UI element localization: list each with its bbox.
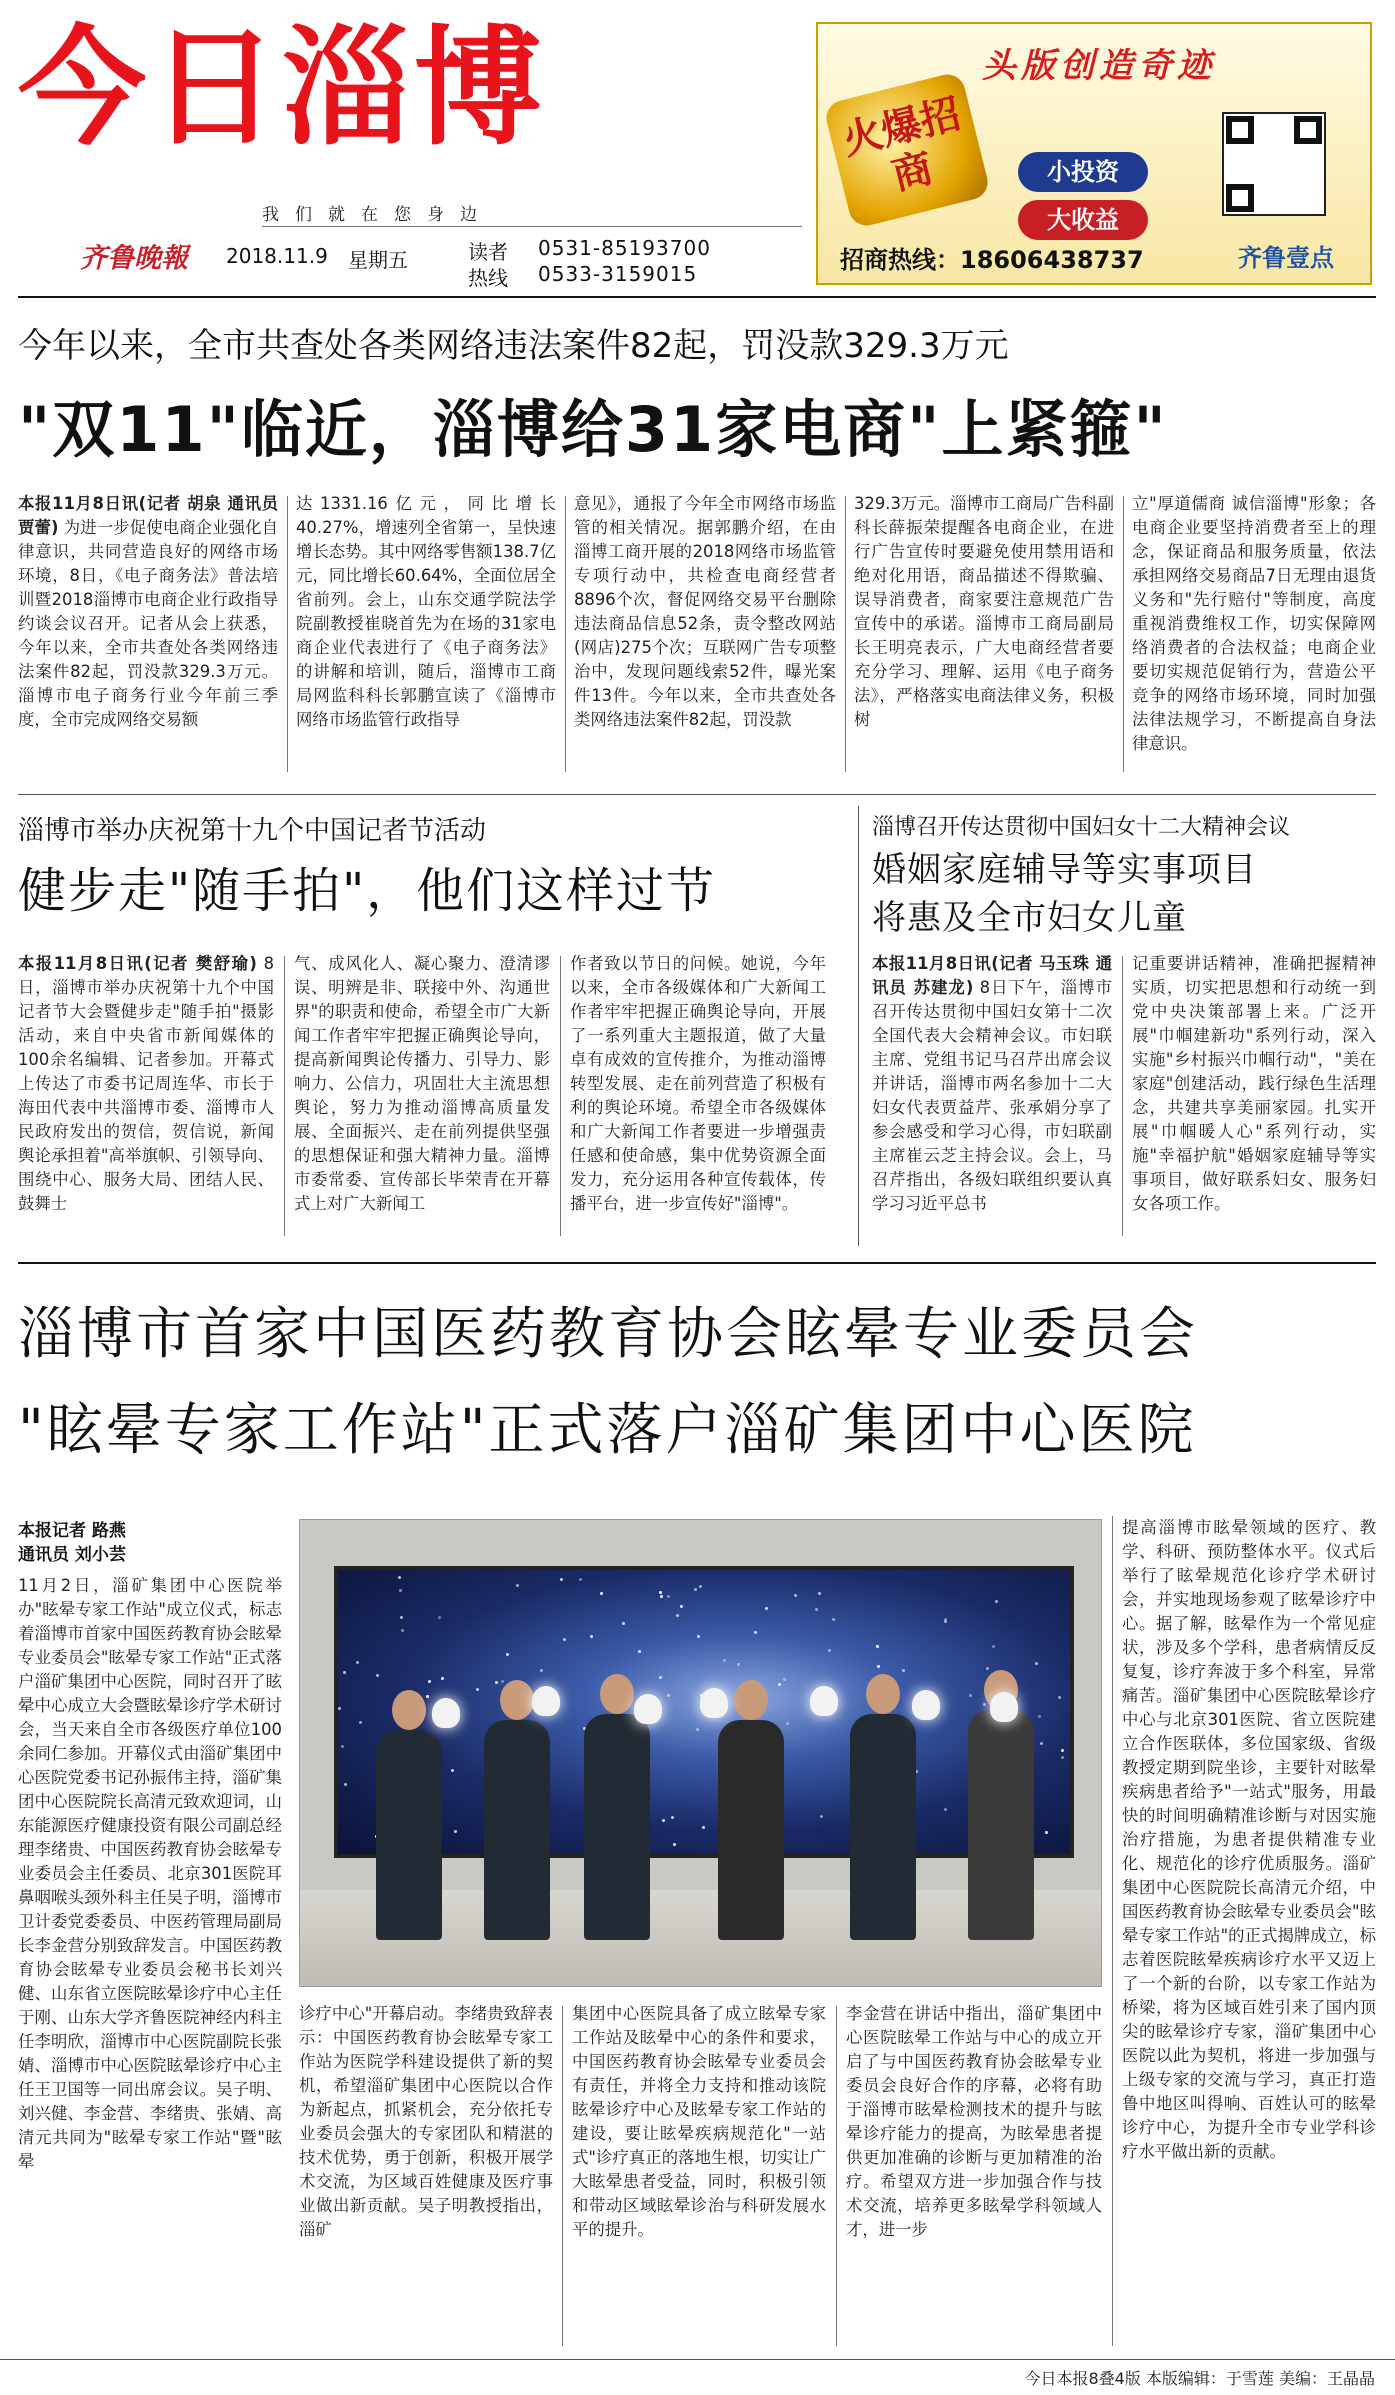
star-dot [376, 1674, 379, 1677]
star-dot [441, 1677, 444, 1680]
page-footer: 今日本报8叠4版 本版编辑：于雪莲 美编：王晶晶 [1024, 2369, 1375, 2388]
story4-headline[interactable]: "眩晕专家工作站"正式落户淄矿集团中心医院 [18, 1398, 1197, 1463]
ceremony-photo [299, 1519, 1102, 1987]
section-divider [858, 806, 859, 1246]
section-rule [18, 794, 1376, 795]
star-dot [676, 1614, 679, 1617]
star-dot [476, 1688, 479, 1691]
star-dot [401, 1629, 404, 1632]
star-dot [694, 1588, 697, 1591]
story3-headline-2[interactable]: 将惠及全市妇女儿童 [872, 898, 1187, 938]
story2-column-1 [18, 952, 274, 1248]
star-dot [832, 1618, 835, 1621]
column-divider [565, 496, 566, 772]
star-dot [983, 1703, 986, 1706]
story4-column-5: 提高淄博市眩晕领域的医疗、教学、科研、预防整体水平。仪式后举行了眩晕规范化诊疗学术研讨会，并实地现场参观了眩晕诊疗中心。据了解，眩晕作为一个常见症状，涉及多个学科，患者病情反反复复，诊疗奔波于多个科室，异常痛苦。淄矿集团中心医院眩晕诊疗中心与北京301医院、省立医院建立合作医联体，多位国家级、省级教授定期到院坐诊，主要针对眩晕疾病患者给予"一站式"服务，用最快的时间明确精准诊断与对因实施治疗措施，为患者提供精准专业化、规范化的诊疗优质服务。淄矿集团中心医院院长高清元介绍，中国医药教育协会眩晕专业委员会"眩晕专家工作站"的正式揭牌成立，标志着医院眩晕疾病诊疗水平又迈上了一个新的台阶，以专家工作站为桥梁，将为区域百姓引来了国内顶尖的眩晕诊疗专家，淄矿集团中心医院以此为契机，将进一步加强与上级专家的交流与学习，真正打造鲁中地区叫得响、百姓认可的眩晕诊疗中心，为提升全市专业学科诊疗水平做出新的贡献。 [1122, 1518, 1376, 2161]
star-dot [579, 1578, 582, 1581]
story1-column-5: 立"厚道儒商 诚信淄博"形象；各电商企业要坚持消费者至上的理念，保证商品和服务质量，依法承担网络交易商品7日无理由退货义务和"先行赔付"等制度，高度重视消费维权工作，切实保障网络消费者的合法权益；电商企业要切实规范促销行为，营造公平竞争的网络市场环境，同时加强法律法规学习，不断提高自身法律意识。 [1132, 494, 1376, 753]
column-divider [845, 496, 846, 772]
hotline-label: 热线 [468, 266, 508, 290]
advertisement[interactable] [816, 22, 1372, 285]
story2-byline: 本报11月8日讯(记者 樊舒瑜) [18, 954, 257, 973]
star-dot [944, 1808, 947, 1811]
star-dot [697, 1635, 700, 1638]
story4-byline-1: 本报记者 路燕 [18, 1521, 126, 1541]
story4-column-3: 集团中心医院具备了成立眩晕专家工作站及眩晕中心的条件和要求，中国医药教育协会眩晕专业委员会有责任，并将全力支持和推动该院眩晕诊疗中心及眩晕专家工作站的建设，要让眩晕疾病规范化"一站式"诊疗真正的落地生根，切实让广大眩晕患者受益，同时，积极引领和带动区域眩晕诊治与科研发展水平的提升。 [572, 2004, 826, 2239]
story1-column-4: 329.3万元。淄博市工商局广告科副科长薛振荣提醒各电商企业，在进行广告宣传时要避免使用禁用语和绝对化用语，商品描述不得欺骗、误导消费者，商家要注意规范广告宣传中的承诺。淄博市工商局副局长王明亮表示，广大电商经营者要充分学习、理解、运用《电子商务法》，严格落实电商法律义务，积极树 [854, 494, 1114, 729]
star-dot [560, 1578, 563, 1581]
column-divider [560, 956, 561, 1236]
star-dot [428, 1680, 431, 1683]
story2-headline[interactable]: 健步走"随手拍"，他们这样过节 [18, 863, 717, 919]
story1-column-1 [18, 492, 278, 782]
story4-column-4: 李金营在讲话中指出，淄矿集团中心医院眩晕工作站与中心的成立开启了与中国医药教育协会眩晕专业委员会良好合作的序幕，必将有助于淄博市眩晕检测技术的提升与眩晕诊疗能力的提高，为眩晕患者提供更加准确的诊断与更加精准的治疗。希望双方进一步加强合作与技术交流，培养更多眩晕学科领域人才，进一步 [846, 2004, 1102, 2239]
star-dot [540, 1669, 543, 1672]
story4-kicker: 淄博市首家中国医药教育协会眩晕专业委员会 [18, 1302, 1198, 1367]
star-dot [820, 1815, 823, 1818]
story1-byline: 本报11月8日讯(记者 胡泉 通讯员 贾蕾) [18, 494, 278, 537]
star-dot [723, 1659, 726, 1662]
star-dot [944, 1620, 947, 1623]
ad-pill-profit: 大收益 [1018, 200, 1148, 240]
star-dot [426, 1695, 429, 1698]
star-dot [660, 1595, 663, 1598]
star-dot [516, 1584, 519, 1587]
column-divider [284, 956, 285, 1236]
star-dot [815, 1608, 818, 1611]
column-divider [1122, 956, 1123, 1236]
star-dot [356, 1661, 359, 1664]
masthead-slogan: 我们就在您身边 [262, 205, 493, 225]
star-dot [1061, 1756, 1064, 1759]
star-dot [754, 1631, 757, 1634]
star-dot [702, 1826, 705, 1829]
story4-byline-2: 通讯员 刘小芸 [18, 1545, 126, 1565]
star-dot [876, 1645, 879, 1648]
column-divider [562, 2006, 563, 2346]
paper-logo: 齐鲁晚報 [80, 243, 188, 274]
star-dot [341, 1745, 344, 1748]
star-dot [737, 1663, 740, 1666]
star-dot [454, 1830, 457, 1833]
star-dot [992, 1645, 995, 1648]
star-dot [600, 1592, 603, 1595]
story2-column-3: 作者致以节日的问候。她说，今年以来，全市各级媒体和广大新闻工作者牢牢把握正确舆论导向，开展了一系列重大主题报道，做了大量卓有成效的宣传推介，为推动淄博转型发展、走在前列营造了积极有利的舆论环境。希望全市各级媒体和广大新闻工作者要进一步增强责任感和使命感，集中优势资源全面发力，充分运用各种宣传载体，传播平台，进一步宣传好"淄博"。 [570, 954, 826, 1213]
story2-text-1: 8日，淄博市举办庆祝第十九个中国记者节大会暨健步走"随手拍"摄影活动，来自中央省市新闻媒体的100余名编辑、记者参加。开幕式上传达了市委书记周连华、市长于海田代表中共淄博市委、淄博市人民政府发出的贺信，贺信说，新闻舆论承担着"高举旗帜、引领导向、围绕中心、服务大局、团结人民、鼓舞士 [18, 954, 274, 1213]
story3-kicker: 淄博召开传达贯彻中国妇女十二大精神会议 [872, 815, 1291, 840]
star-dot [1038, 1715, 1041, 1718]
story4-column-2: 诊疗中心"开幕启动。李绪贵致辞表示：中国医药教育协会眩晕专家工作站为医院学科建设提供了新的契机，希望淄矿集团中心医院以合作为新起点，抓紧机会，充分依托专业委员会强大的专家团队和精湛的技术优势，勇于创新，积极开展学术交流，为区域百姓健康及医疗事业做出新贡献。吴子明教授指出，淄矿 [299, 2004, 553, 2239]
star-dot [622, 1622, 625, 1625]
story3-headline-1[interactable]: 婚姻家庭辅导等实事项目 [872, 850, 1257, 890]
story2-kicker: 淄博市举办庆祝第十九个中国记者节活动 [18, 816, 487, 846]
story1-column-3: 意见》，通报了今年全市网络市场监管的相关情况。据郭鹏介绍，在由淄博工商开展的2018网络市场监管专项行动中，共检查电商经营者8896个次，督促网络交易平台删除违法商品信息52条，责令整改网站(网店)275个次；互联网广告专项整治中，发现问题线索52件，曝光案件13件。今年以来，全市共查处各类网络违法案件82起，罚没款 [574, 494, 836, 729]
column-divider [836, 2006, 837, 2346]
story3-byline: 本报11月8日讯(记者 马玉珠 通讯员 苏建龙) [872, 954, 1112, 997]
column-divider [1123, 496, 1124, 772]
star-dot [398, 1576, 401, 1579]
ad-pill-invest: 小投资 [1018, 152, 1148, 192]
masthead-rule [18, 296, 1376, 298]
star-dot [1045, 1831, 1048, 1834]
hotline-phone: 0533-3159015 [538, 262, 698, 286]
star-dot [659, 1591, 662, 1594]
star-dot [438, 1616, 441, 1619]
star-dot [1040, 1742, 1043, 1745]
ad-hotline: 招商热线：18606438737 [840, 246, 1144, 274]
star-dot [667, 1694, 670, 1697]
star-dot [451, 1769, 454, 1772]
masthead-divider [262, 226, 802, 227]
issue-date: 2018.11.9 [226, 244, 328, 268]
ad-brand: 齐鲁壹点 [1238, 244, 1334, 272]
star-dot [662, 1819, 665, 1822]
star-dot [696, 1728, 699, 1731]
star-dot [359, 1721, 362, 1724]
star-dot [794, 1594, 797, 1597]
star-dot [1035, 1662, 1038, 1665]
star-dot [818, 1592, 821, 1595]
story3-column-2: 记重要讲话精神，准确把握精神实质，切实把思想和行动统一到党中央决策部署上来。广泛开展"巾帼建新功"系列行动，深入实施"乡村振兴巾帼行动"，"美在家庭"创建活动，践行绿色生活理念，共建共享美丽家园。扎实开展"巾帼暖人心"系列行动，实施"幸福护航"婚姻家庭辅导等实事项目，做好联系妇女、服务妇女各项工作。 [1132, 954, 1376, 1213]
story3-text-1: 8日下午，淄博市召开传达贯彻中国妇女第十二次全国代表大会精神会议。市妇联主席、党组书记马召芹出席会议并讲话，淄博市两名参加十二大妇女代表贾益芹、张承娟分享了参会感受和学习心得，市妇联副主席崔云芝主持会议。会上，马召芹指出，各级妇联组织要认真学习习近平总书 [872, 978, 1112, 1213]
star-dot [673, 1843, 676, 1846]
ad-badge: 火爆招商 [823, 71, 992, 230]
star-dot [680, 1605, 683, 1608]
star-dot [786, 1722, 789, 1725]
story1-column-2: 达1331.16亿元，同比增长40.27%，增速列全省第一，呈快速增长态势。其中网络零售额138.7亿元，同比增长60.64%，全面位居全省前列。会上，山东交通学院法学院副教授崔晓首先为在场的31家电商企业代表进行了《电子商务法》的讲解和培训，随后，淄博市工商局网监科科长郭鹏宣读了《淄博市网络市场监管行政指导 [296, 494, 556, 729]
reader-phone: 0531-85193700 [538, 236, 711, 260]
masthead-title: 今日淄博 [18, 14, 547, 163]
star-dot [1058, 1696, 1061, 1699]
story1-text-1: 为进一步促使电商企业强化自律意识，共同营造良好的网络市场环境，8日，《电子商务法》普法培训暨2018淄博市电商企业行政指导约谈会议召开。记者从会上获悉，今年以来，全市共查处各类网络违法案件82起，罚没款329.3万元。淄博市电子商务行业今年前三季度，全市完成网络交易额 [18, 518, 278, 729]
star-dot [638, 1650, 641, 1653]
story1-kicker: 今年以来，全市共查处各类网络违法案件82起，罚没款329.3万元 [18, 326, 1009, 366]
star-dot [399, 1589, 402, 1592]
story1-headline[interactable]: "双11"临近，淄博给31家电商"上紧箍" [18, 393, 1168, 466]
star-dot [495, 1681, 498, 1684]
story3-column-1 [872, 952, 1112, 1248]
star-dot [667, 1595, 670, 1598]
star-dot [699, 1585, 702, 1588]
star-dot [986, 1667, 989, 1670]
reader-label: 读者 [468, 240, 508, 264]
star-dot [995, 1600, 998, 1603]
footer-rule [0, 2359, 1395, 2360]
column-divider [287, 496, 288, 772]
star-dot [671, 1816, 674, 1819]
star-dot [1061, 1749, 1064, 1752]
story2-column-2: 气、成风化人、凝心聚力、澄清谬误、明辨是非、联接中外、沟通世界"的职责和使命，希望全市广大新闻工作者牢牢把握正确舆论导向，提高新闻舆论传播力、引导力、影响力、公信力，巩固壮大主流思想舆论，努力为推动淄博高质量发展、全面振兴、走在前列提供坚强的思想保证和强大精神力量。淄博市委常委、宣传部长毕荣青在开幕式上对广大新闻工 [294, 954, 550, 1213]
star-dot [778, 1683, 781, 1686]
star-dot [506, 1653, 509, 1656]
issue-weekday: 星期五 [348, 248, 408, 272]
star-dot [969, 1694, 972, 1697]
star-dot [563, 1638, 566, 1641]
star-dot [344, 1783, 347, 1786]
star-dot [765, 1607, 768, 1610]
qr-code-icon [1222, 112, 1326, 216]
star-dot [400, 1616, 403, 1619]
star-dot [343, 1671, 346, 1674]
ad-title: 头版创造奇迹 [982, 46, 1216, 86]
star-dot [659, 1676, 662, 1679]
star-dot [828, 1649, 831, 1652]
star-dot [902, 1669, 905, 1672]
star-dot [338, 1707, 341, 1710]
star-dot [783, 1678, 786, 1681]
star-dot [501, 1680, 504, 1683]
section-rule [18, 1262, 1376, 1264]
story4-column-1: 11月2日，淄矿集团中心医院举办"眩晕专家工作站"成立仪式，标志着淄博市首家中国医药教育协会眩晕专业委员会"眩晕专家工作站"正式落户淄矿集团中心医院，同时召开了眩晕中心成立大会暨眩晕诊疗学术研讨会，当天来自全市各级医疗单位100余同仁参加。开幕仪式由淄矿集团中心医院党委书记孙振伟主持，淄矿集团中心医院院长高清元致欢迎词，山东能源医疗健康投资有限公司副总经理李绪贵、中国医药教育协会眩晕专业委员会主任委员、北京301医院耳鼻咽喉头颈外科主任吴子明，淄博市卫计委党委委员、中医药管理局副局长李金营分别致辞发言。中国医药教育协会眩晕专业委员会秘书长刘兴健、山东省立医院眩晕诊疗中心主任于刚、山东大学齐鲁医院神经内科主任李明欣，淄博市中心医院副院长张婧、淄博市中心医院眩晕诊疗中心主任王卫国等一同出席会议。吴子明、刘兴健、李金营、李绪贵、张婧、高清元共同为"眩晕专家工作站"暨"眩晕 [18, 1576, 282, 2171]
star-dot [590, 1635, 593, 1638]
star-dot [877, 1665, 880, 1668]
column-divider [1112, 1516, 1113, 2346]
